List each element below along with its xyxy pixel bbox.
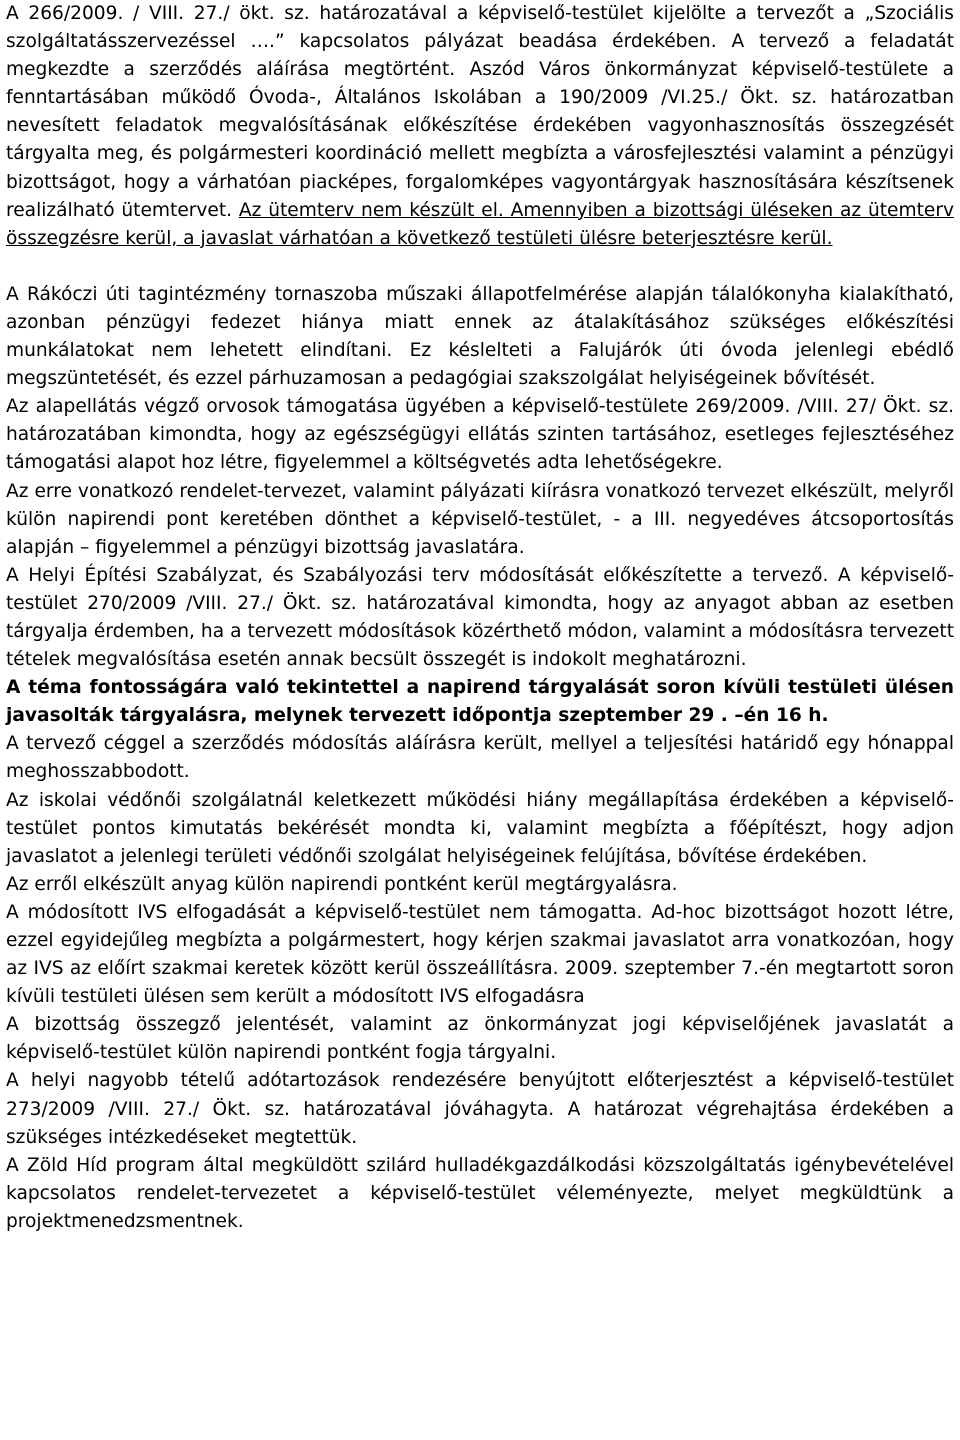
- paragraph-orvosok-tamogatasa: Az alapellátás végző orvosok támogatása ügyében a képviselő-testülete 269/2009. /VIII. 27/ Ökt. sz. határozatában kimondta, hogy az egészségügyi ellátás szinten tartásához, esetleges fejlesztéséhez támogatási alapot hoz létre, figyelemmel a költségvetés adta lehetőségekre.: [6, 396, 954, 474]
- document-page: [6, 0, 954, 1236]
- paragraph-napirendi-pont: Az erről elkészült anyag külön napirendi pontként kerül megtárgyalásra.: [6, 873, 678, 895]
- paragraph-adotartozasok: A helyi nagyobb tételű adótartozások rendezésére benyújtott előterjesztést a képviselő-testület 273/2009 /VIII. 27./ Ökt. sz. határozatával jóváhagyta. A határozat végrehajtása érdekében a szükséges intézkedéseket megtettük.: [6, 1070, 954, 1148]
- paragraph-szerzodes-modositas: A tervező céggel a szerződés módosítás aláírásra került, mellyel a teljesítési határidő egy hónappal meghosszabbodott.: [6, 733, 954, 783]
- paragraph-text: Aszód Város önkormányzat képviselő-testülete a fenntartásában működő Óvoda-, Általános Iskolában a 190/2009 /VI.25./ Ökt. sz. határozatban nevesített feladatok megvalósításának előkészítése érdekében vagyonhasznosítás összegzését tárgyalta meg, és polgármesteri koordináció mellett megbízta a városfejlesztési valamint a pénzügyi bizottságot, hogy a várhatóan piacképes, forgalomképes vagyontárgyak hasznosítására készítsenek realizálható ütemtervet.: [6, 59, 954, 221]
- paragraph-rendelet-tervezet: Az erre vonatkozó rendelet-tervezet, valamint pályázati kiírásra vonatkozó tervezet elkészült, melyről külön napirendi pont keretében dönthet a képviselő-testület, - a III. negyedéves átcsoportosítás alapján – figyelemmel a pénzügyi bizottság javaslatára.: [6, 480, 954, 558]
- paragraph-vedonoi-szolgalat: Az iskolai védőnői szolgálatnál keletkezett működési hiány megállapítása érdekében a képviselő-testület pontos kimutatás bekérését mondta ki, valamint megbízta a főépítészt, hogy adjon javaslatot a jelenlegi területi védőnői szolgálat helyiségeinek felújítása, bővítése érdekében.: [6, 789, 954, 867]
- paragraph-ivs: A módosított IVS elfogadását a képviselő-testület nem támogatta. Ad-hoc bizottságot hozott létre, ezzel egyidejűleg megbízta a polgármestert, hogy kérjen szakmai javaslatot arra vonatkozóan, hogy az IVS az előírt szakmai keretek között kerül összeállításra. 2009. szeptember 7.-én megtartott soron kívüli testületi ülésen sem került a módosított IVS elfogadásra: [6, 901, 954, 1008]
- paragraph-bizottsag-jelentes: A bizottság összegző jelentését, valamint az önkormányzat jogi képviselőjének javaslatát a képviselő-testület külön napirendi pontként fogja tárgyalni.: [6, 1014, 954, 1064]
- underlined-note: Az ütemterv nem készült el. Amennyiben a bizottsági üléseken az ütemterv összegzésre kerül, a javaslat várhatóan a következő testületi ülésre beterjesztésre kerül.: [6, 199, 954, 249]
- paragraph-helyi-epitesi-szabalyzat: A Helyi Építési Szabályzat, és Szabályozási terv módosítását előkészítette a tervező. A képviselő-testület 270/2009 /VIII. 27./ Ökt. sz. határozatával kimondta, hogy az anyagot abban az esetben tárgyalja érdemben, ha a tervezett módosítások közérthető módon, valamint a módosításra tervezett tételek megvalósítása esetén annak becsült összegét is indokolt meghatározni.: [6, 564, 954, 671]
- paragraph-zold-hid: A Zöld Híd program által megküldött szilárd hulladékgazdálkodási közszolgáltatás igénybevételével kapcsolatos rendelet-tervezetet a képviselő-testület véleményezte, melyet megküldtünk a projektmenedzsmentnek.: [6, 1154, 954, 1232]
- paragraph-rakoczi-tornaszoba: A Rákóczi úti tagintézmény tornaszoba műszaki állapotfelmérése alapján tálalókonyha kialakítható, azonban pénzügyi fedezet hiánya miatt ennek az átalakításához szükséges előkészítési munkálatokat nem lehetett elindítani. Ez késlelteti a Falujárók úti óvoda jelenlegi ebédlő megszüntetését, és ezzel párhuzamosan a pedagógiai szakszolgálat helyiségeinek bővítését.: [6, 283, 954, 390]
- paragraph-bold-notice: A téma fontosságára való tekintettel a napirend tárgyalását soron kívüli testületi ülésen javasolták tárgyalásra, melynek tervezett időpontja szeptember 29 . –én 16 h.: [6, 677, 954, 727]
- paragraph-tervezo-kijeloles: [6, 0, 954, 253]
- paragraph-spacer: [6, 253, 954, 281]
- paragraph-text: A 266/2009. / VIII. 27./ ökt. sz. határozatával a képviselő-testület kijelölte a tervezőt a „Szociális szolgáltatásszervezéssel ….” kapcsolatos pályázat beadása érdekében. A tervező a feladatát megkezdte a szerződés aláírása megtörtént.: [6, 3, 954, 81]
